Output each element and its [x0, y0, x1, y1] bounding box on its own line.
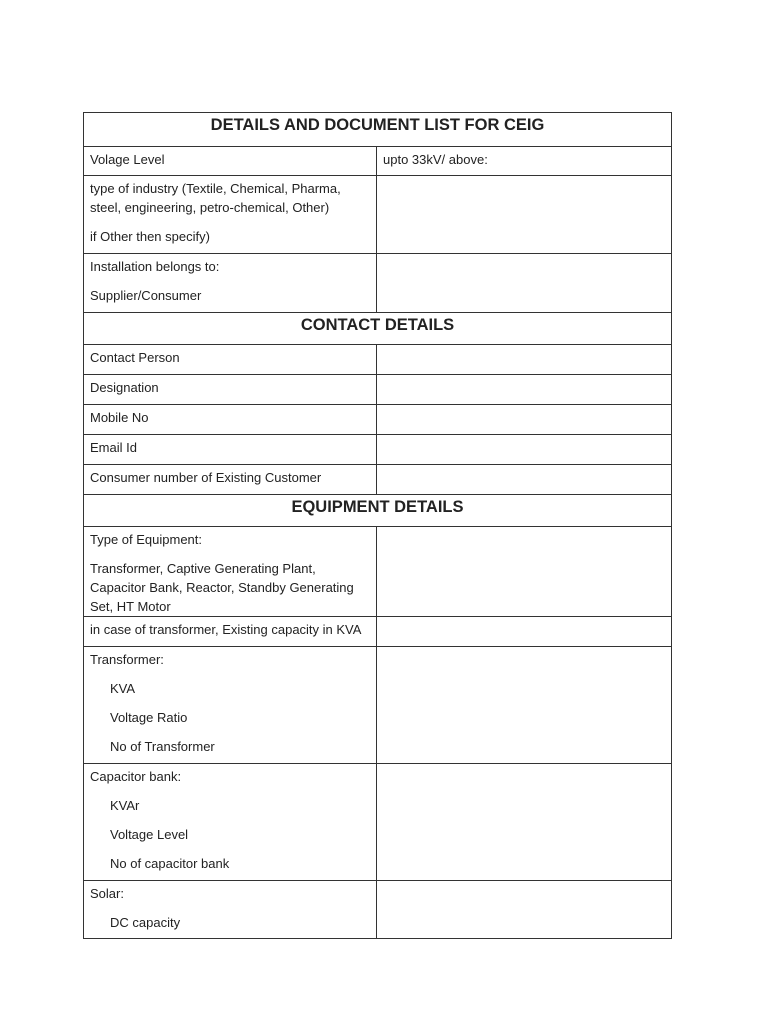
installation-cell [84, 254, 377, 313]
capacitor-bank-cell [84, 764, 377, 881]
mobile-no-label: Mobile No [84, 405, 377, 435]
installation-field[interactable] [377, 254, 672, 313]
industry-other-label: if Other then specify) [90, 229, 210, 244]
transformer-kva-label: KVA [110, 681, 136, 696]
capacitor-voltage-level-label: Voltage Level [110, 827, 189, 842]
industry-type-cell [84, 176, 377, 254]
transformer-label: Transformer: [90, 652, 164, 667]
designation-field[interactable] [377, 375, 672, 405]
voltage-level-value[interactable]: upto 33kV/ above: [377, 147, 672, 176]
transformer-cell [84, 647, 377, 764]
industry-type-field[interactable] [377, 176, 672, 254]
existing-capacity-field[interactable] [377, 617, 672, 647]
contact-person-label: Contact Person [84, 345, 377, 375]
capacitor-kvar-label: KVAr [110, 798, 140, 813]
contact-details-heading: CONTACT DETAILS [84, 313, 672, 345]
equipment-type-label: Type of Equipment: [90, 532, 203, 547]
industry-type-label: type of industry (Textile, Chemical, Pharma, steel, engineering, petro-chemical, Other) [90, 181, 341, 215]
solar-cell [84, 881, 377, 939]
transformer-voltage-ratio-label: Voltage Ratio [110, 710, 188, 725]
solar-dc-capacity-label: DC capacity [110, 915, 181, 930]
form-title: DETAILS AND DOCUMENT LIST FOR CEIG [84, 113, 672, 147]
equipment-details-heading: EQUIPMENT DETAILS [84, 495, 672, 527]
existing-capacity-label: in case of transformer, Existing capacity in KVA [84, 617, 377, 647]
solar-field[interactable] [377, 881, 672, 939]
email-id-label: Email Id [84, 435, 377, 465]
email-id-field[interactable] [377, 435, 672, 465]
ceig-form-table [83, 112, 672, 939]
transformer-field[interactable] [377, 647, 672, 764]
designation-label: Designation [84, 375, 377, 405]
voltage-level-label: Volage Level [84, 147, 377, 176]
transformer-count-label: No of Transformer [110, 739, 215, 754]
capacitor-bank-label: Capacitor bank: [90, 769, 182, 784]
consumer-number-field[interactable] [377, 465, 672, 495]
consumer-number-label: Consumer number of Existing Customer [84, 465, 377, 495]
capacitor-bank-field[interactable] [377, 764, 672, 881]
capacitor-count-label: No of capacitor bank [110, 856, 230, 871]
equipment-type-field[interactable] [377, 527, 672, 617]
equipment-type-options: Transformer, Captive Generating Plant, Capacitor Bank, Reactor, Standby Generating Set, HT Motor [90, 561, 354, 614]
equipment-type-cell [84, 527, 377, 617]
installation-options: Supplier/Consumer [90, 288, 202, 303]
contact-person-field[interactable] [377, 345, 672, 375]
installation-label: Installation belongs to: [90, 259, 220, 274]
solar-label: Solar: [90, 886, 124, 901]
mobile-no-field[interactable] [377, 405, 672, 435]
